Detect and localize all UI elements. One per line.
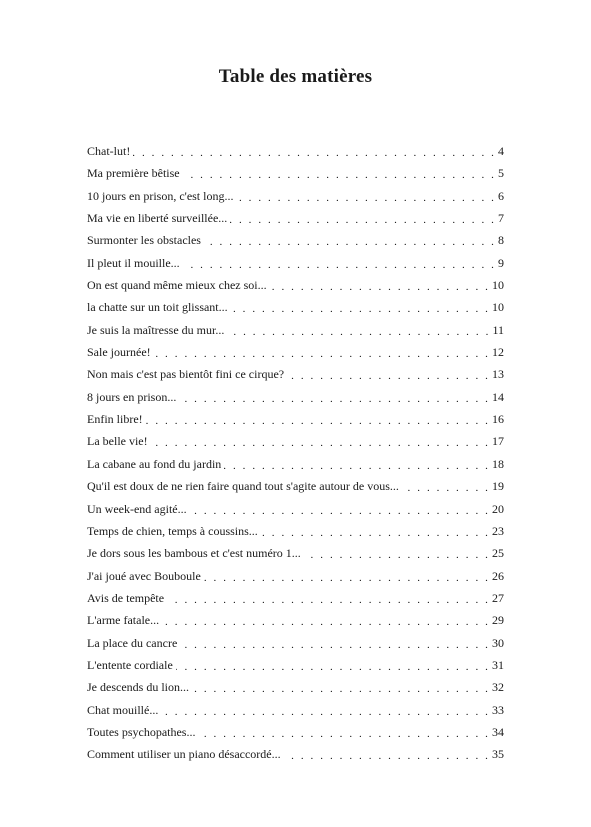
toc-entry-title: La cabane au fond du jardin [87,456,222,471]
toc-entry-page-number: 25 [492,546,504,561]
toc-entry-page-number: 18 [492,456,504,471]
toc-entry-title: Comment utiliser un piano désaccordé... [87,747,281,762]
dot-leader [230,214,496,228]
toc-entry-page-number: 9 [498,255,504,270]
toc-entry [87,613,504,635]
toc-entry-page-number: 6 [498,188,504,203]
dot-leader [402,482,490,496]
dot-leader [261,527,490,541]
toc-entry-title: L'entente cordiale [87,657,173,672]
dot-leader [162,616,490,630]
dot-leader [204,572,490,586]
dot-leader [183,259,496,273]
toc-entry-title: Chat mouillé... [87,702,159,717]
dot-leader [236,192,496,206]
toc-entry-page-number: 31 [492,657,504,672]
toc-entry-page-number: 26 [492,568,504,583]
toc-entry-page-number: 10 [492,278,504,293]
toc-entry [87,278,504,300]
dot-leader [270,281,490,295]
dot-leader [176,661,490,675]
toc-entry-page-number: 19 [492,479,504,494]
toc-entry-title: la chatte sur un toit glissant... [87,300,228,315]
toc-entry-page-number: 13 [492,367,504,382]
toc-entry-page-number: 7 [498,211,504,226]
dot-leader [198,728,490,742]
table-of-contents [87,144,504,770]
toc-entry-page-number: 10 [492,300,504,315]
toc-entry-title: 10 jours en prison, c'est long... [87,188,234,203]
toc-entry [87,189,504,211]
toc-entry-title: La belle vie! [87,434,148,449]
dot-leader [180,639,490,653]
toc-entry [87,658,504,680]
toc-entry-title: Non mais c'est pas bientôt fini ce cirque? [87,367,285,382]
toc-entry-title: Il pleut il mouille... [87,255,180,270]
toc-entry-title: Chat-lut! [87,144,131,158]
dot-leader [231,303,490,317]
dot-leader [151,437,490,451]
toc-entry-title: Toutes psychopathes... [87,724,196,739]
toc-entry-page-number: 8 [498,233,504,248]
dot-leader [304,549,490,563]
toc-entry [87,591,504,613]
toc-entry [87,524,504,546]
toc-entry-page-number: 32 [492,680,504,695]
dot-leader [183,169,496,183]
toc-entry-page-number: 4 [498,144,504,158]
toc-entry-title: La place du cancre [87,635,178,650]
dot-leader [287,370,490,384]
toc-entry-title: Avis de tempête [87,590,165,605]
toc-entry [87,434,504,456]
toc-entry-title: Je dors sous les bambous et c'est numéro 1... [87,546,301,561]
dot-leader [161,706,490,720]
toc-entry [87,747,504,769]
toc-entry-page-number: 33 [492,702,504,717]
toc-entry-page-number: 16 [492,412,504,427]
toc-entry-title: 8 jours en prison... [87,389,177,404]
toc-entry-title: Sale journée! [87,345,151,360]
toc-entry-title: Enfin libre! [87,412,143,427]
toc-entry [87,569,504,591]
toc-entry [87,502,504,524]
toc-entry [87,233,504,255]
toc-entry-page-number: 17 [492,434,504,449]
toc-entry-page-number: 29 [492,613,504,628]
toc-entry [87,166,504,188]
toc-entry-title: Ma vie en liberté surveillée... [87,211,228,226]
toc-entry-title: Qu'il est doux de ne rien faire quand tout s'agite autour de vous... [87,479,399,494]
toc-entry-page-number: 12 [492,345,504,360]
toc-entry [87,211,504,233]
toc-entry [87,144,504,166]
toc-entry-title: Un week-end agité... [87,501,187,516]
dot-leader [284,750,490,764]
toc-entry-page-number: 20 [492,501,504,516]
toc-entry-page-number: 34 [492,724,504,739]
toc-entry-page-number: 27 [492,590,504,605]
dot-leader [133,147,496,161]
toc-entry-page-number: 30 [492,635,504,650]
toc-entry-page-number: 5 [498,166,504,181]
toc-entry-title: J'ai joué avec Bouboule [87,568,201,583]
toc-entry-page-number: 11 [492,322,504,337]
toc-entry-title: Ma première bêtise [87,166,180,181]
toc-entry [87,412,504,434]
dot-leader [146,415,490,429]
toc-entry-title: Temps de chien, temps à coussins... [87,523,258,538]
dot-leader [204,236,496,250]
toc-entry [87,457,504,479]
toc-entry [87,390,504,412]
page-title: Table des matières [218,66,373,87]
dot-leader [224,460,490,474]
toc-entry-title: Je descends du lion... [87,680,189,695]
dot-leader [227,326,490,340]
dot-leader [167,594,490,608]
toc-entry-page-number: 14 [492,389,504,404]
toc-entry-title: L'arme fatale... [87,613,160,628]
toc-entry-title: Je suis la maîtresse du mur... [87,322,225,337]
toc-entry-page-number: 35 [492,747,504,762]
toc-entry [87,300,504,322]
dot-leader [154,348,490,362]
dot-leader [179,393,490,407]
toc-entry-title: Surmonter les obstacles [87,233,201,248]
toc-entry [87,256,504,278]
toc-entry [87,680,504,702]
toc-entry-title: On est quand même mieux chez soi... [87,278,267,293]
toc-entry [87,479,504,501]
dot-leader [192,683,490,697]
toc-entry [87,546,504,568]
toc-entry [87,636,504,658]
toc-entry [87,323,504,345]
toc-entry [87,703,504,725]
toc-entry-page-number: 23 [492,523,504,538]
toc-entry [87,725,504,747]
toc-entry [87,345,504,367]
dot-leader [190,505,490,519]
toc-entry [87,367,504,389]
